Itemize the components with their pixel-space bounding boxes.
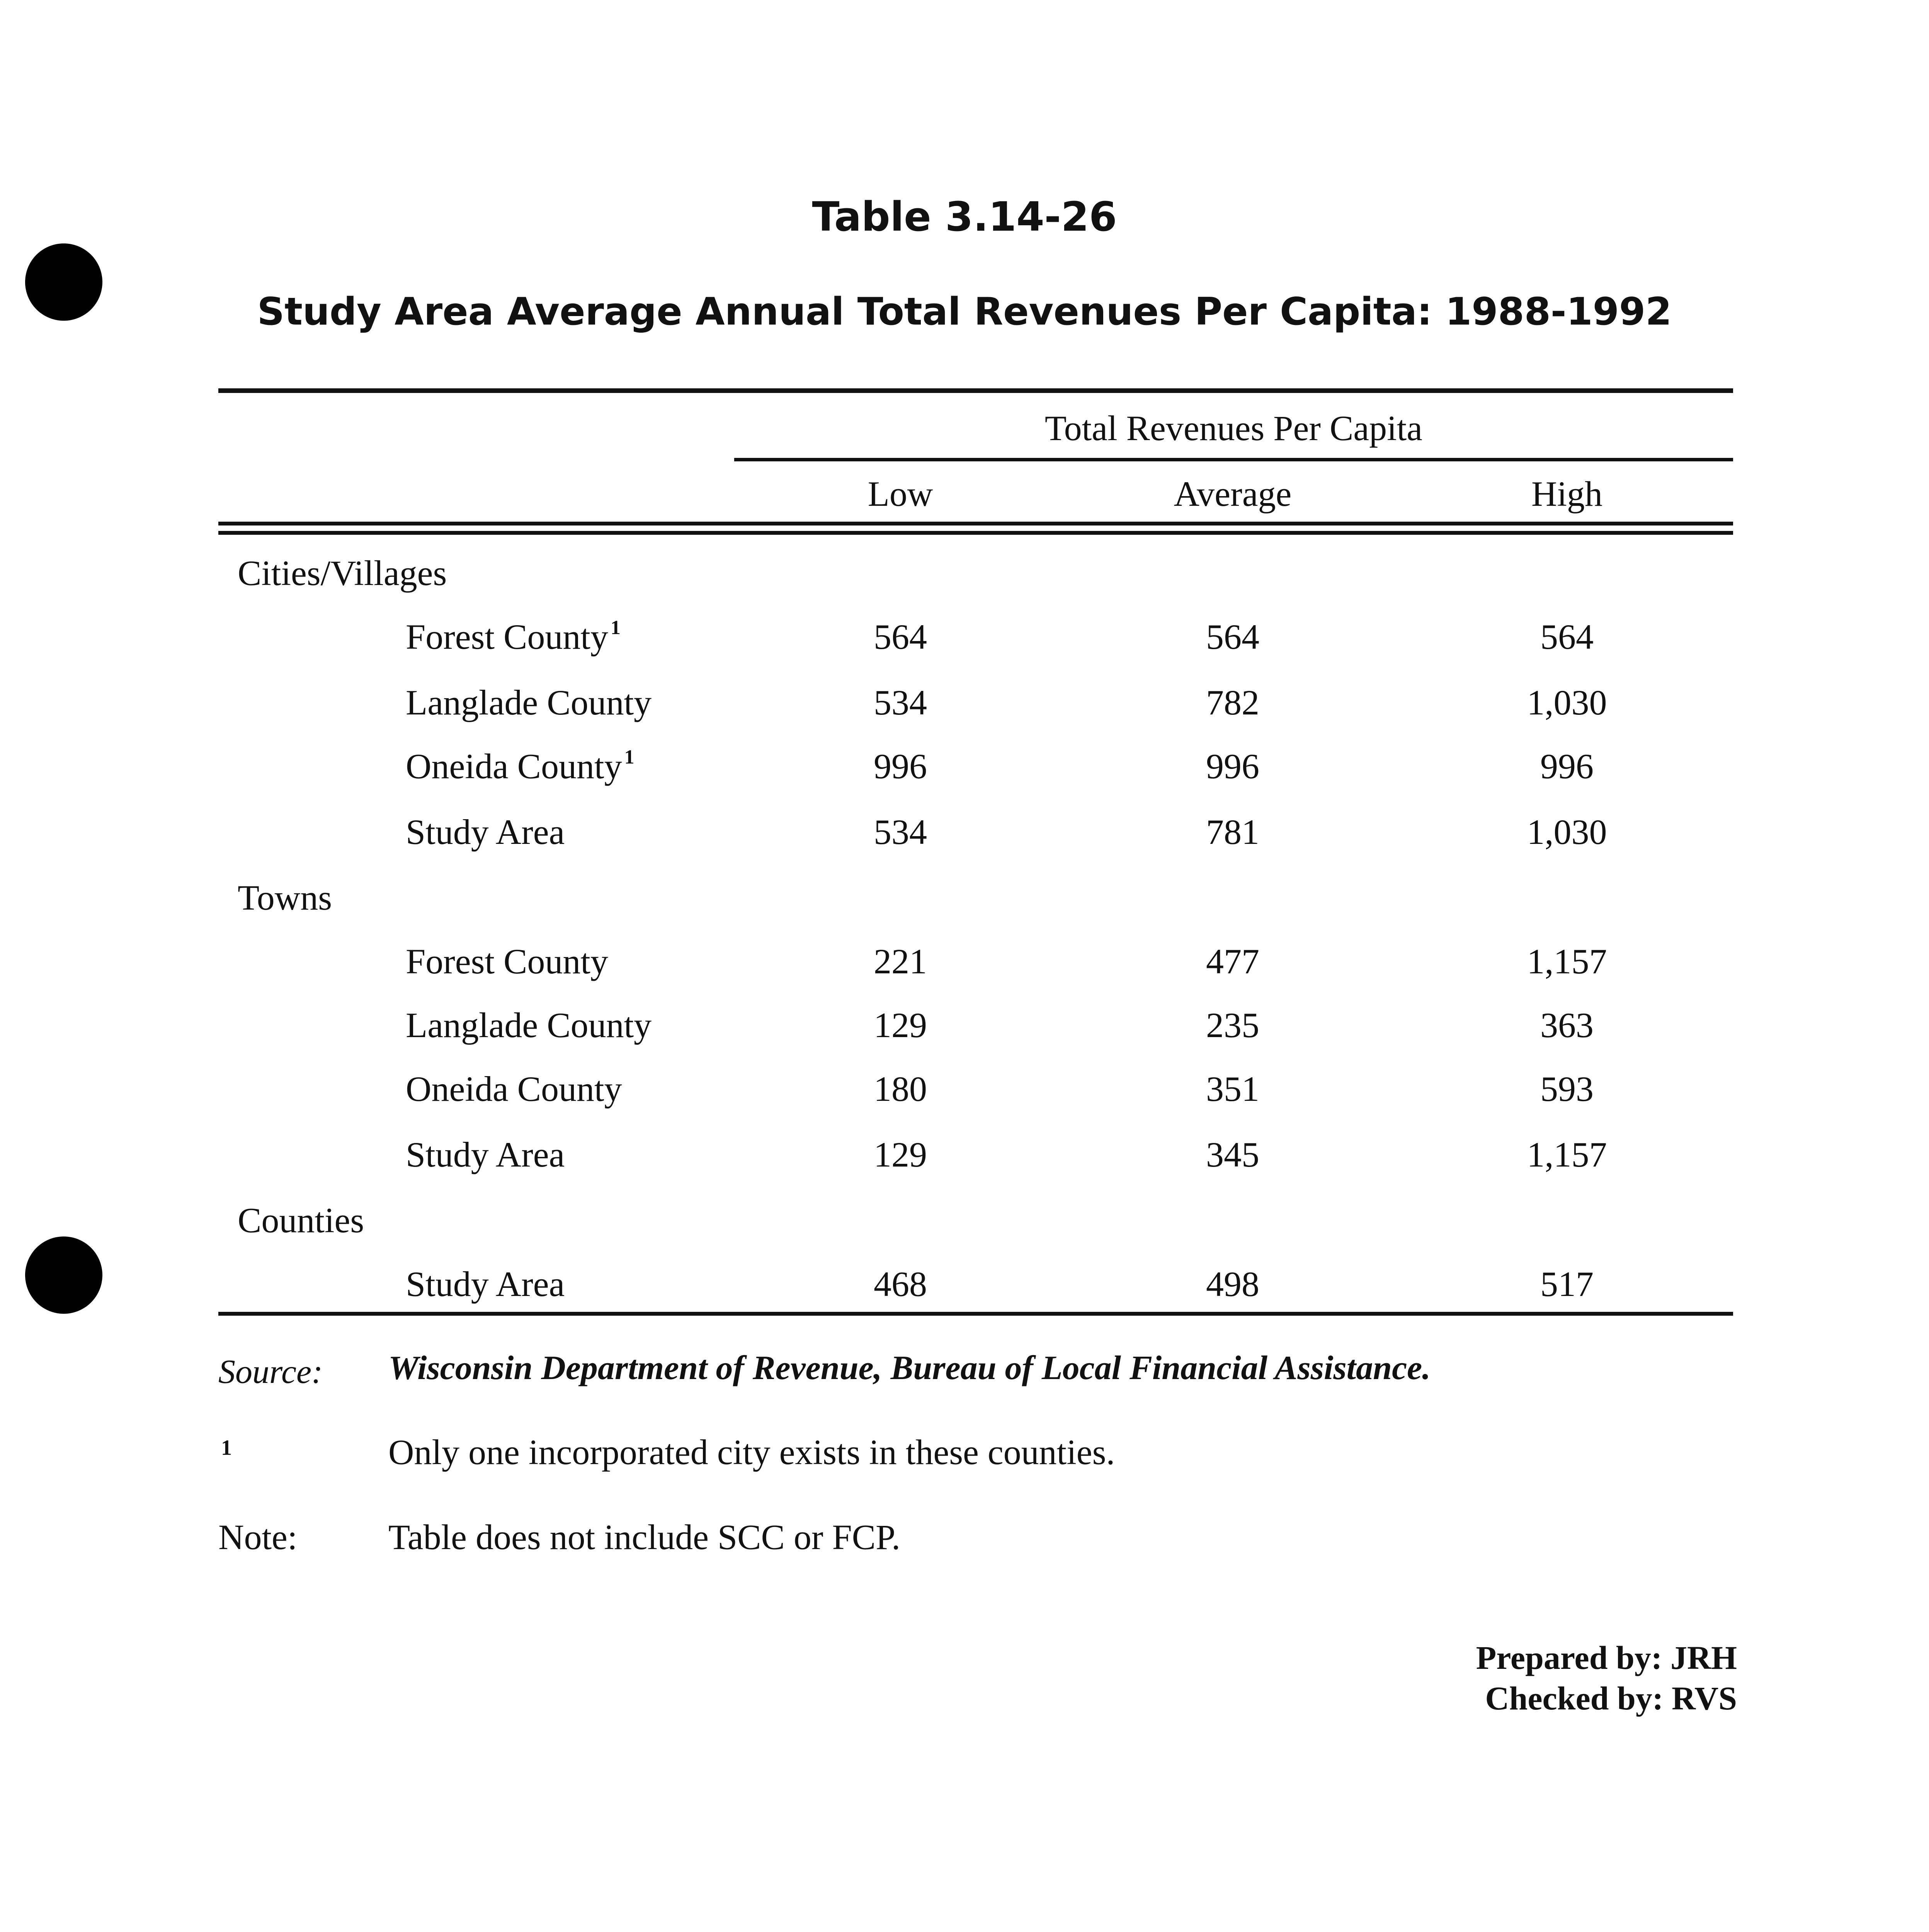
cell-high: 996 — [1540, 747, 1594, 786]
table-top-rule — [218, 388, 1733, 393]
cell-average: 235 — [1206, 1005, 1259, 1045]
source-text: Wisconsin Department of Revenue, Bureau of Local Financial Assistance. — [388, 1349, 1431, 1387]
source-label: Source: — [218, 1353, 323, 1391]
cell-low: 534 — [874, 683, 927, 722]
checked-by: Checked by: RVS — [1485, 1680, 1737, 1717]
table-row — [0, 616, 1929, 663]
row-label: Study Area — [406, 812, 565, 852]
cell-low: 534 — [874, 812, 927, 852]
table-row — [0, 682, 1929, 728]
group-label-counties: Counties — [238, 1201, 364, 1240]
row-label: Forest County $^1$ — [406, 617, 621, 656]
header-double-rule-bottom — [218, 531, 1733, 535]
note-label: Note: — [218, 1517, 298, 1557]
cell-low: 564 — [874, 617, 927, 656]
table-title: Study Area Average Annual Total Revenues Per Capita: 1988-1992 — [257, 290, 1672, 334]
cell-average: 782 — [1206, 683, 1259, 722]
cell-average: 345 — [1206, 1135, 1259, 1174]
spanner-rule — [734, 458, 1733, 461]
table-row — [0, 1068, 1929, 1115]
group-label-cities-villages: Cities/Villages — [238, 553, 447, 593]
row-label: Langlade County — [406, 683, 652, 722]
table-row — [0, 1005, 1929, 1051]
cell-low: 468 — [874, 1264, 927, 1304]
column-header-average: Average — [1174, 474, 1292, 514]
table-row — [0, 1264, 1929, 1310]
cell-low: 221 — [874, 942, 927, 981]
row-label: Study Area — [406, 1264, 565, 1304]
cell-low: 129 — [874, 1005, 927, 1045]
note-text: Table does not include SCC or FCP. — [388, 1517, 901, 1557]
column-header-high: High — [1531, 474, 1602, 514]
cell-high: 564 — [1540, 617, 1594, 656]
footnote-mark: 1 — [221, 1436, 232, 1460]
cell-high: 1,030 — [1527, 683, 1607, 722]
row-label: Langlade County — [406, 1005, 652, 1045]
cell-average: 351 — [1206, 1069, 1259, 1109]
cell-average: 477 — [1206, 942, 1259, 981]
cell-high: 1,157 — [1527, 942, 1607, 981]
cell-low: 996 — [874, 747, 927, 786]
prepared-by: Prepared by: JRH — [1476, 1639, 1737, 1676]
cell-high: 363 — [1540, 1005, 1594, 1045]
cell-low: 180 — [874, 1069, 927, 1109]
table-row — [0, 746, 1929, 792]
footnote-marker: 1 — [624, 746, 634, 768]
table-bottom-rule — [218, 1312, 1733, 1316]
table-number: Table 3.14-26 — [812, 193, 1117, 240]
spanner-header: Total Revenues Per Capita — [1044, 408, 1423, 448]
group-label-towns: Towns — [238, 878, 332, 917]
cell-average: 996 — [1206, 747, 1259, 786]
row-label: Oneida County — [406, 1069, 622, 1109]
cell-high: 1,157 — [1527, 1135, 1607, 1174]
cell-low: 129 — [874, 1135, 927, 1174]
header-double-rule-top — [218, 522, 1733, 526]
column-header-low: Low — [868, 474, 933, 514]
cell-average: 498 — [1206, 1264, 1259, 1304]
row-label: Oneida County $^1$ — [406, 746, 634, 786]
table-row — [0, 811, 1929, 858]
cell-high: 517 — [1540, 1264, 1594, 1304]
table-row — [0, 941, 1929, 987]
row-label: Study Area — [406, 1135, 565, 1174]
table-row — [0, 1134, 1929, 1180]
cell-high: 593 — [1540, 1069, 1594, 1109]
cell-average: 564 — [1206, 617, 1259, 656]
cell-average: 781 — [1206, 812, 1259, 852]
footnote-text: Only one incorporated city exists in these counties. — [388, 1432, 1115, 1472]
footnote-marker: 1 — [610, 617, 621, 639]
row-label: Forest County — [406, 942, 608, 981]
cell-high: 1,030 — [1527, 812, 1607, 852]
